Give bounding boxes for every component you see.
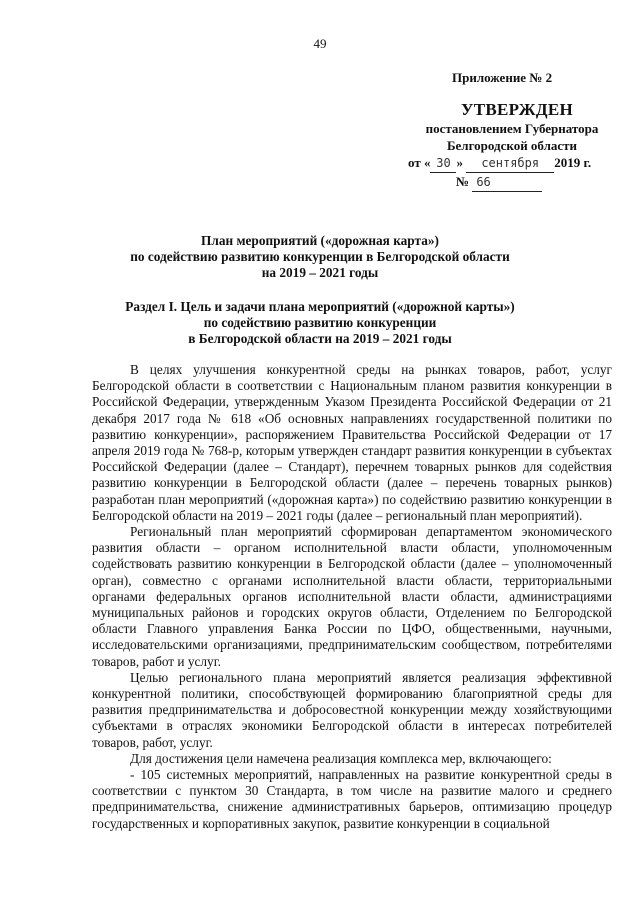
approved-heading: УТВЕРЖДЕН — [460, 100, 574, 119]
date-year: 2019 г. — [554, 155, 592, 170]
approval-date — [408, 154, 640, 173]
title-line-1: План мероприятий («дорожная карта») — [201, 233, 439, 248]
section-line-2: по содействию развитию конкуренции — [203, 315, 437, 330]
approval-number — [456, 173, 640, 192]
title-line-2: по содействию развитию конкуренции в Белгородской области — [130, 249, 510, 264]
paragraph-4: Для достижения цели намечена реализация комплекса мер, включающего: — [130, 750, 552, 766]
section-heading — [0, 299, 640, 347]
title-line-3: на 2019 – 2021 годы — [261, 265, 379, 280]
date-day: 30 — [430, 154, 456, 173]
paragraph-1: В целях улучшения конкурентной среды на рынках товаров, работ, услуг Белгородской области в соответствии с Национальным планом развития конкуренции в Российской Федерации, утвержденным Указом Президента Российской Федерации от 21 декабря 2017 года № 618 «Об основных направлениях государственной политики по развитию конкуренции», распоряжением Правительства Российской Федерации от 17 апреля 2019 года № 768-р, которым утвержден стандарт развития конкуренции в субъектах Российской Федерации (далее – Стандарт), перечнем товарных рынков для содействия развитию конкуренции в Белгородской области (далее – перечень товарных рынков) разработан план мероприятий («дорожная карта») по содействию развитию конкуренции в Белгородской области на 2019 – 2021 годы (далее – региональный план мероприятий). — [92, 362, 612, 523]
decree-number: 66 — [472, 174, 542, 192]
section-line-1: Раздел I. Цель и задачи плана мероприятий («дорожной карты») — [125, 299, 515, 314]
page-number: 49 — [313, 36, 327, 51]
number-prefix: № — [456, 174, 470, 189]
paragraph-3: Целью регионального плана мероприятий является реализация эффективной конкурентной политики, способствующей формированию благоприятной среды для развития предпринимательства и добросовестной конкуренции между хозяйствующими субъектами в отраслях экономики Белгородской области в интересах потребителей товаров, работ, услуг. — [92, 669, 612, 750]
approval-line-1: постановлением Губернатора — [425, 121, 599, 136]
approval-block — [384, 100, 640, 192]
section-line-3: в Белгородской области на 2019 – 2021 годы — [188, 331, 452, 346]
appendix-label: Приложение № 2 — [452, 70, 553, 85]
date-prefix: от « — [408, 155, 431, 170]
approval-line-2: Белгородской области — [446, 138, 578, 153]
paragraph-2: Региональный план мероприятий сформирован департаментом экономического развития области – органом исполнительной власти области, уполномоченным содействовать развитию конкуренции в Белгородской области (далее – уполномоченный орган), совместно с органами исполнительной власти области, территориальными органами федеральных органов исполнительной власти области, администрациями муниципальных районов и городских округов области, Отделением по Белгородской области Главного управления Банка России по ЦФО, общественными, научными, исследовательскими организациями, предпринимательским сообществом, потребителями товаров, работ и услуг. — [92, 524, 612, 669]
body-text — [92, 362, 612, 832]
paragraph-5: - 105 системных мероприятий, направленных на развитие конкурентной среды в соответствии с пунктом 30 Стандарта, в том числе на развитие малого и среднего предпринимательства, снижение административных барьеров, оптимизацию процедур государственных и корпоративных закупок, развитие конкуренции в социальной — [92, 767, 612, 831]
date-mid: » — [456, 155, 463, 170]
date-month: сентября — [466, 154, 554, 173]
document-title — [0, 233, 640, 281]
